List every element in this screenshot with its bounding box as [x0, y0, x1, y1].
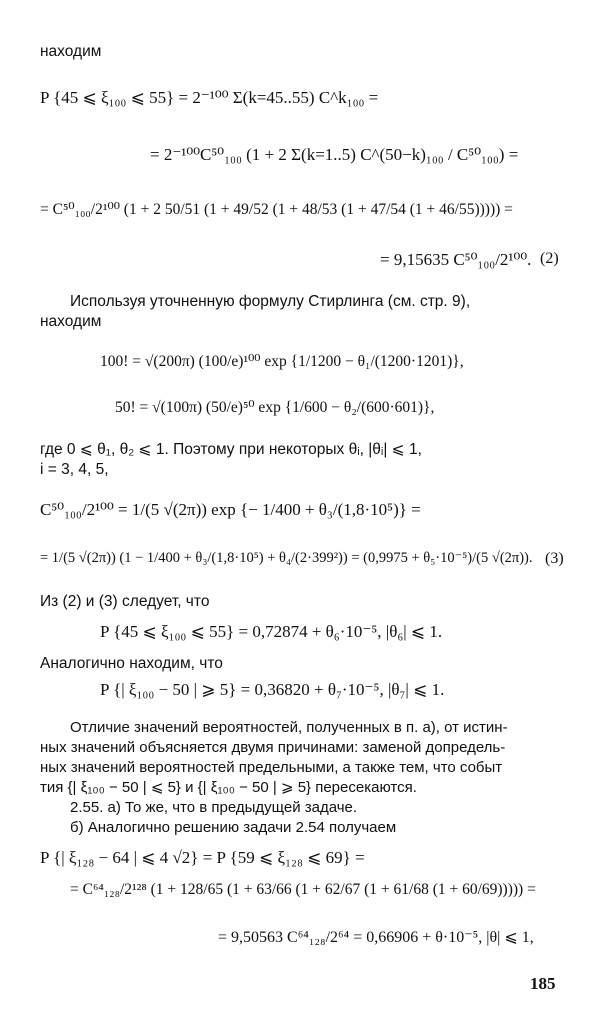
equation-line-17: P {| ξ₁₀₀ − 50 | ⩾ 5} = 0,36820 + θ₇·10⁻⁵, |θ₇| ⩽ 1. — [100, 680, 445, 699]
equation-line-4: = C⁵⁰₁₀₀/2¹⁰⁰ (1 + 2 50/51 (1 + 49/52 (1 + 48/53 (1 + 47/54 (1 + 46/55))))) = — [40, 201, 513, 218]
equation-line-12: C⁵⁰₁₀₀/2¹⁰⁰ = 1/(5 √(2π)) exp {− 1/400 + θ₃/(1,8·10⁵)} = — [40, 500, 421, 519]
text-line-14: Из (2) и (3) следует, что — [40, 593, 210, 610]
text-line-6: Используя уточненную формулу Стирлинга (см. стр. 9), — [70, 293, 471, 310]
text-line-22: 2.55. а) То же, что в предыдущей задаче. — [70, 799, 358, 816]
text-line-23: б) Аналогично решению задачи 2.54 получаем — [70, 819, 397, 836]
equation-line-26: = 9,50563 C⁶⁴₁₂₈/2⁶⁴ = 0,66906 + θ·10⁻⁵, |θ| ⩽ 1, — [218, 929, 534, 946]
equation-line-25: = C⁶⁴₁₂₈/2¹²⁸ (1 + 128/65 (1 + 63/66 (1 + 62/67 (1 + 61/68 (1 + 60/69))))) = — [70, 881, 536, 898]
equation-number-3: (3) — [545, 550, 564, 567]
equation-line-5: = 9,15635 C⁵⁰₁₀₀/2¹⁰⁰. — [380, 250, 532, 269]
text-line-16: Аналогично находим, что — [40, 655, 223, 672]
text-line-7: находим — [40, 313, 102, 330]
equation-number-2: (2) — [540, 250, 559, 267]
text-line-18: Отличие значений вероятностей, полученных в п. а), от истин- — [70, 719, 508, 736]
text-line-20: ных значений вероятностей предельными, а также тем, что событ — [40, 759, 503, 776]
equation-line-13: = 1/(5 √(2π)) (1 − 1/400 + θ₃/(1,8·10⁵) + θ₄/(2·399²)) = (0,9975 + θ₅·10⁻⁵)/(5 √(2π)). — [40, 550, 533, 566]
equation-line-24: P {| ξ₁₂₈ − 64 | ⩽ 4 √2} = P {59 ⩽ ξ₁₂₈ ⩽ 69} = — [40, 848, 365, 867]
text-line-1: находим — [40, 43, 102, 60]
equation-line-9: 50! = √(100π) (50/e)⁵⁰ exp {1/600 − θ₂/(600·601)}, — [115, 399, 435, 416]
equation-line-2: P {45 ⩽ ξ₁₀₀ ⩽ 55} = 2⁻¹⁰⁰ Σ(k=45..55) C^k₁₀₀ = — [40, 88, 379, 107]
equation-line-8: 100! = √(200π) (100/e)¹⁰⁰ exp {1/1200 − θ₁/(1200·1201)}, — [100, 353, 464, 370]
text-line-10: где 0 ⩽ θ₁, θ₂ ⩽ 1. Поэтому при некоторых θᵢ, |θᵢ| ⩽ 1, — [40, 441, 422, 458]
text-line-19: ных значений объясняется двумя причинами: заменой допредель- — [40, 739, 506, 756]
equation-line-15: P {45 ⩽ ξ₁₀₀ ⩽ 55} = 0,72874 + θ₆·10⁻⁵, |θ₆| ⩽ 1. — [100, 622, 443, 641]
text-line-21: тия {| ξ₁₀₀ − 50 | ⩽ 5} и {| ξ₁₀₀ − 50 | ⩾ 5} пересекаются. — [40, 779, 417, 796]
page-number: 185 — [530, 974, 556, 993]
text-line-11: i = 3, 4, 5, — [40, 461, 109, 478]
equation-line-3: = 2⁻¹⁰⁰C⁵⁰₁₀₀ (1 + 2 Σ(k=1..5) C^(50−k)₁₀₀ / C⁵⁰₁₀₀) = — [150, 145, 519, 164]
